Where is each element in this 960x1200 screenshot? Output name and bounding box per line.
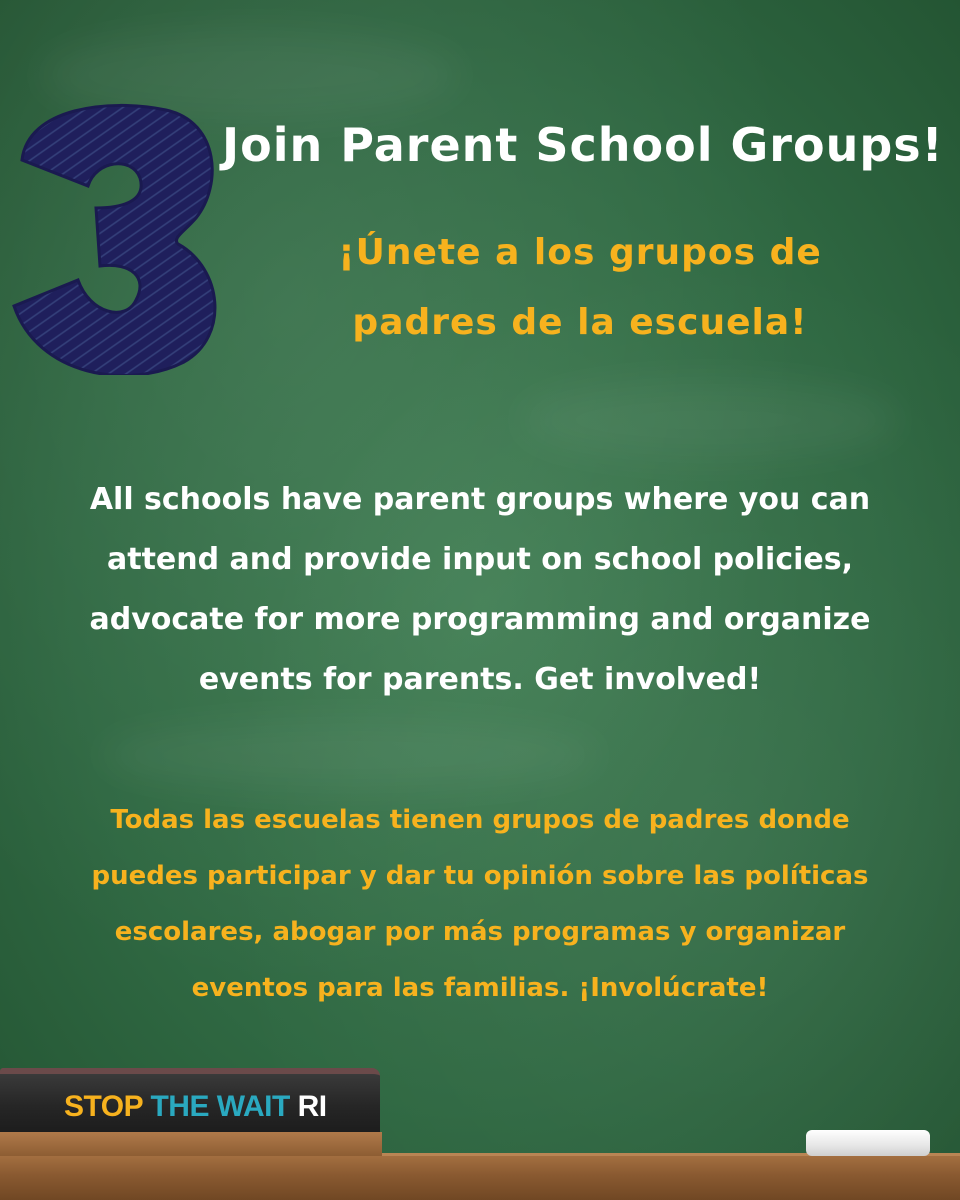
english-paragraph [30, 470, 930, 710]
chalk-icon [806, 1130, 930, 1156]
logo-word-stop: STOP [64, 1090, 143, 1123]
paragraph-line: All schools have parent groups where you can [89, 482, 871, 517]
eraser-icon [0, 1068, 382, 1158]
number-three-icon [8, 100, 223, 375]
logo-word-the-wait: THE WAIT [150, 1090, 290, 1123]
logo-word-ri: RI [297, 1090, 327, 1123]
spanish-paragraph [15, 792, 945, 1016]
paragraph-line: Todas las escuelas tienen grupos de padres donde [110, 805, 850, 835]
chalk-ledge [0, 1153, 960, 1200]
subtitle-line: padres de la escuela! [352, 302, 808, 343]
paragraph-line: escolares, abogar por más programas y organizar [114, 917, 846, 947]
paragraph-line: advocate for more programming and organize [89, 602, 871, 637]
eraser-base [0, 1132, 382, 1156]
paragraph-line: puedes participar y dar tu opinión sobre las políticas [91, 861, 869, 891]
paragraph-line: eventos para las familias. ¡Involúcrate! [191, 973, 769, 1003]
chalk-smear [100, 720, 600, 790]
poster-title: Join Parent School Groups! [222, 118, 944, 172]
chalk-smear [520, 380, 900, 460]
paragraph-line: attend and provide input on school policies, [107, 542, 853, 577]
paragraph-line: events for parents. Get involved! [198, 662, 762, 697]
stop-the-wait-logo [64, 1090, 327, 1124]
subtitle-line: ¡Únete a los grupos de [338, 232, 822, 273]
poster-subtitle [300, 218, 860, 358]
